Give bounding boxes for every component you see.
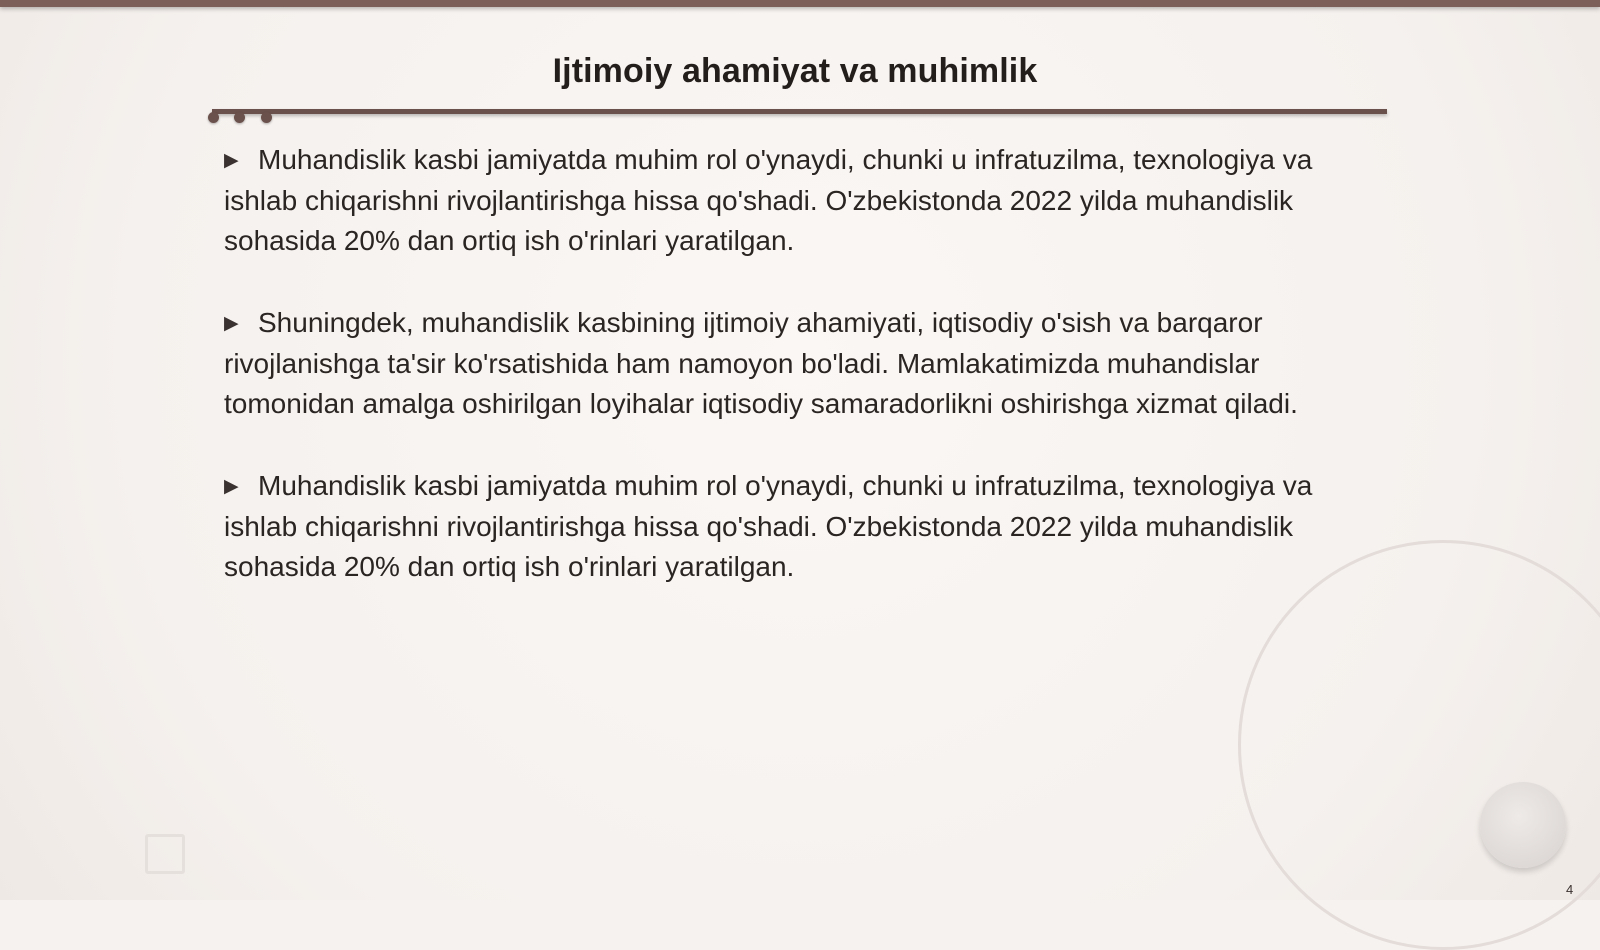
bullet-list xyxy=(224,140,1364,629)
bullet-paragraph-2 xyxy=(224,303,1364,424)
bullet-text: Muhandislik kasbi jamiyatda muhim rol o'ynaydi, chunki u infratuzilma, texnologiya va ishlab chiqarishni rivojlantirishga hissa qo'shadi. O'zbekistonda 2022 yilda muhandislik sohasida 20% dan ortiq ish o'rinlari yaratilgan. xyxy=(224,144,1313,256)
slide-title: Ijtimoiy ahamiyat va muhimlik xyxy=(552,52,1038,90)
triangle-bullet-icon: ▶ xyxy=(224,150,239,171)
bullet-text: Muhandislik kasbi jamiyatda muhim rol o'ynaydi, chunki u infratuzilma, texnologiya va ishlab chiqarishni rivojlantirishga hissa qo'shadi. O'zbekistonda 2022 yilda muhandislik sohasida 20% dan ortiq ish o'rinlari yaratilgan. xyxy=(224,470,1313,582)
decorative-ball xyxy=(1480,782,1566,868)
decorative-square xyxy=(145,834,185,874)
bullet-paragraph-3 xyxy=(224,466,1364,587)
triangle-bullet-icon: ▶ xyxy=(224,476,239,497)
top-accent-bar xyxy=(0,0,1600,7)
rule-dot xyxy=(261,112,272,123)
title-underline xyxy=(212,109,1387,114)
rule-dot xyxy=(234,112,245,123)
page-number: 4 xyxy=(1566,882,1574,897)
bullet-text: Shuningdek, muhandislik kasbining ijtimoiy ahamiyati, iqtisodiy o'sish va barqaror rivojlanishga ta'sir ko'rsatishida ham namoyon bo'ladi. Mamlakatimizda muhandislar tomonidan amalga oshirilgan loyihalar iqtisodiy samaradorlikni oshirishga xizmat qiladi. xyxy=(224,307,1298,419)
triangle-bullet-icon: ▶ xyxy=(224,313,239,334)
rule-dot xyxy=(208,112,219,123)
bullet-paragraph-1 xyxy=(224,140,1364,261)
